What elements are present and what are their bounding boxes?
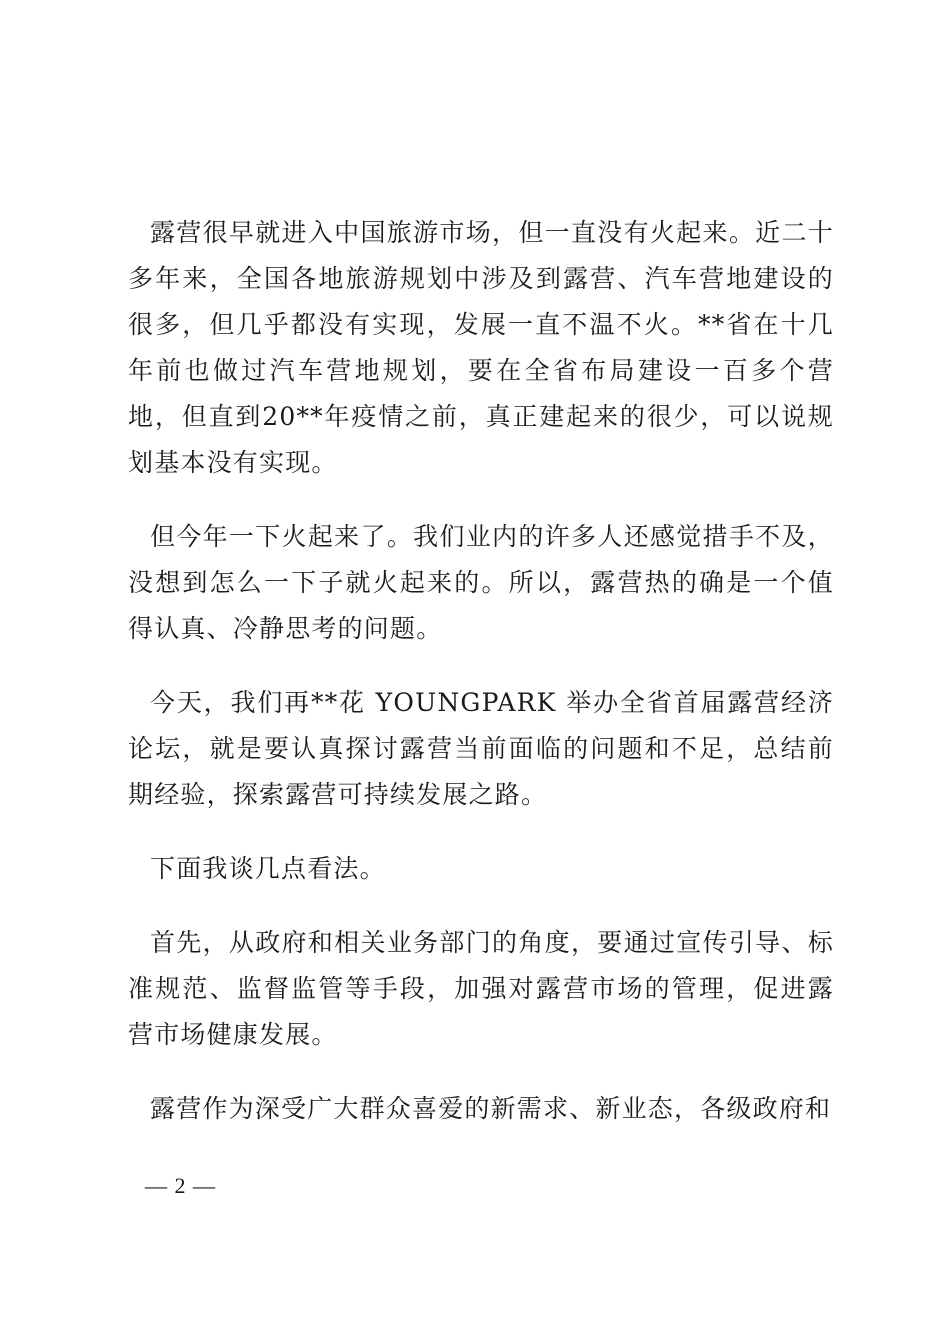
paragraph-2: 但今年一下火起来了。我们业内的许多人还感觉措手不及，没想到怎么一下子就火起来的。所以，露营热的确是一个值得认真、冷静思考的问题。 bbox=[128, 522, 834, 643]
paragraph-3: 今天，我们再**花 YOUNGPARK 举办全省首届露营经济论坛，就是要认真探讨露营当前面临的问题和不足，总结前期经验，探索露营可持续发展之路。 bbox=[128, 688, 834, 809]
paragraph-1: 露营很早就进入中国旅游市场，但一直没有火起来。近二十多年来，全国各地旅游规划中涉及到露营、汽车营地建设的很多，但几乎都没有实现，发展一直不温不火。**省在十几年前也做过汽车营地规划，要在全省布局建设一百多个营地，但直到20**年疫情之前，真正建起来的很少，可以说规划基本没有实现。 bbox=[128, 218, 834, 477]
page-number: — 2 — bbox=[145, 1173, 216, 1198]
paragraph-5: 首先，从政府和相关业务部门的角度，要通过宣传引导、标准规范、监督监管等手段，加强对露营市场的管理，促进露营市场健康发展。 bbox=[128, 928, 834, 1049]
paragraph-6: 露营作为深受广大群众喜爱的新需求、新业态，各级政府和 bbox=[150, 1094, 832, 1123]
paragraph-4: 下面我谈几点看法。 bbox=[150, 854, 386, 883]
document-body bbox=[128, 210, 834, 1160]
